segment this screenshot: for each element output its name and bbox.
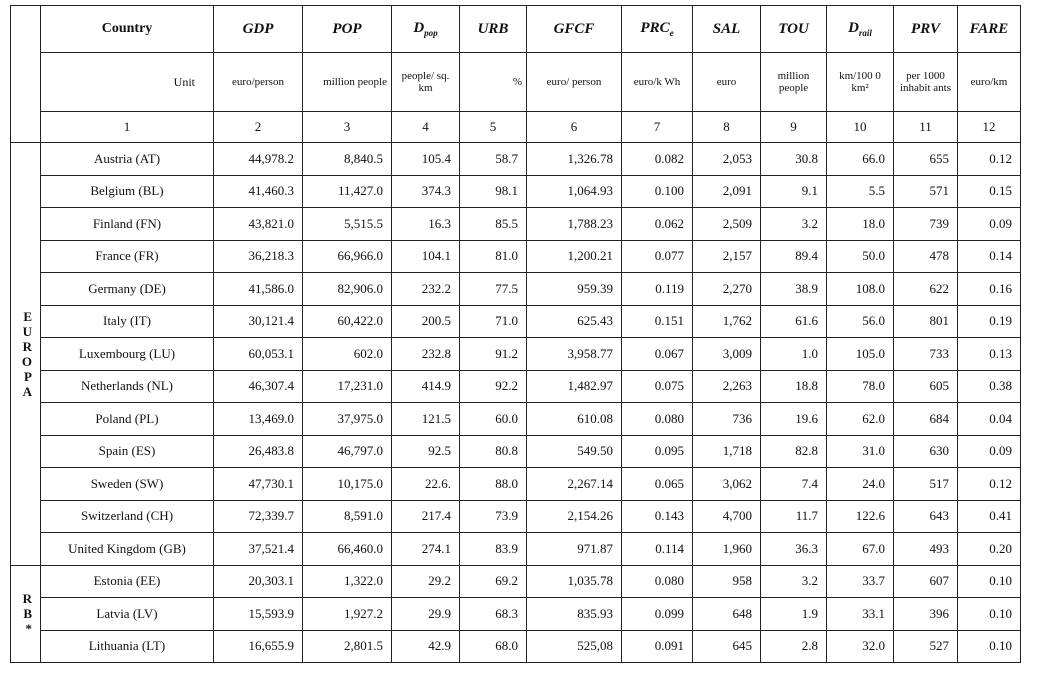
value-cell: 1,326.78: [527, 143, 622, 176]
value-cell: 2,267.14: [527, 468, 622, 501]
table-row: [11, 175, 1021, 208]
region-label: [11, 565, 41, 663]
value-cell: 0.082: [622, 143, 693, 176]
value-cell: 29.9: [392, 598, 460, 631]
column-number: 4: [392, 112, 460, 143]
value-cell: 739: [894, 208, 958, 241]
value-cell: 493: [894, 533, 958, 566]
value-cell: 82,906.0: [303, 273, 392, 306]
value-cell: 274.1: [392, 533, 460, 566]
value-cell: 0.114: [622, 533, 693, 566]
column-header-label: SAL: [712, 20, 741, 37]
column-unit: million people: [303, 53, 392, 112]
value-cell: 0.065: [622, 468, 693, 501]
country-name-cell: Poland (PL): [41, 403, 214, 436]
value-cell: 0.15: [958, 175, 1021, 208]
value-cell: 0.16: [958, 273, 1021, 306]
country-indicators-table: [10, 5, 1021, 663]
value-cell: 648: [693, 598, 761, 631]
value-cell: 36.3: [761, 533, 827, 566]
column-header: [303, 6, 392, 53]
table-row: [11, 565, 1021, 598]
value-cell: 88.0: [460, 468, 527, 501]
value-cell: 60,422.0: [303, 305, 392, 338]
column-unit: people/ sq. km: [392, 53, 460, 112]
column-number: 2: [214, 112, 303, 143]
region-letter: *: [25, 621, 32, 637]
column-header: [894, 6, 958, 53]
value-cell: 733: [894, 338, 958, 371]
value-cell: 1,482.97: [527, 370, 622, 403]
column-unit: euro/person: [214, 53, 303, 112]
value-cell: 5,515.5: [303, 208, 392, 241]
column-header-subscript: pop: [424, 28, 438, 38]
value-cell: 3,009: [693, 338, 761, 371]
country-name-cell: Switzerland (CH): [41, 500, 214, 533]
column-header: [958, 6, 1021, 53]
value-cell: 655: [894, 143, 958, 176]
value-cell: 0.143: [622, 500, 693, 533]
value-cell: 3,958.77: [527, 338, 622, 371]
value-cell: 66.0: [827, 143, 894, 176]
value-cell: 66,966.0: [303, 240, 392, 273]
value-cell: 414.9: [392, 370, 460, 403]
column-header-label: GDP: [242, 20, 274, 37]
value-cell: 0.10: [958, 598, 1021, 631]
value-cell: 0.080: [622, 565, 693, 598]
column-header-label: POP: [332, 20, 362, 37]
value-cell: 3,062: [693, 468, 761, 501]
value-cell: 78.0: [827, 370, 894, 403]
value-cell: 2,509: [693, 208, 761, 241]
value-cell: 1,788.23: [527, 208, 622, 241]
column-header-label: URB: [477, 20, 509, 37]
value-cell: 0.095: [622, 435, 693, 468]
value-cell: 108.0: [827, 273, 894, 306]
value-cell: 36,218.3: [214, 240, 303, 273]
value-cell: 0.077: [622, 240, 693, 273]
column-unit: euro: [693, 53, 761, 112]
value-cell: 2,270: [693, 273, 761, 306]
value-cell: 527: [894, 630, 958, 663]
value-cell: 2,154.26: [527, 500, 622, 533]
column-header: [527, 6, 622, 53]
column-number: 8: [693, 112, 761, 143]
country-name-cell: Lithuania (LT): [41, 630, 214, 663]
value-cell: 4,700: [693, 500, 761, 533]
column-header: [214, 6, 303, 53]
value-cell: 0.20: [958, 533, 1021, 566]
value-cell: 217.4: [392, 500, 460, 533]
value-cell: 736: [693, 403, 761, 436]
column-number: 9: [761, 112, 827, 143]
value-cell: 92.2: [460, 370, 527, 403]
value-cell: 0.151: [622, 305, 693, 338]
country-name-cell: France (FR): [41, 240, 214, 273]
column-number: 12: [958, 112, 1021, 143]
value-cell: 18.8: [761, 370, 827, 403]
value-cell: 46,307.4: [214, 370, 303, 403]
unit-label: Unit: [41, 53, 214, 112]
value-cell: 0.091: [622, 630, 693, 663]
country-name-cell: Germany (DE): [41, 273, 214, 306]
value-cell: 32.0: [827, 630, 894, 663]
value-cell: 605: [894, 370, 958, 403]
value-cell: 8,840.5: [303, 143, 392, 176]
value-cell: 0.09: [958, 435, 1021, 468]
column-number: 3: [303, 112, 392, 143]
table-row: [11, 403, 1021, 436]
value-cell: 1,322.0: [303, 565, 392, 598]
region-label: [11, 143, 41, 566]
value-cell: 549.50: [527, 435, 622, 468]
value-cell: 0.10: [958, 565, 1021, 598]
value-cell: 15,593.9: [214, 598, 303, 631]
value-cell: 1.0: [761, 338, 827, 371]
value-cell: 16,655.9: [214, 630, 303, 663]
value-cell: 643: [894, 500, 958, 533]
value-cell: 1,762: [693, 305, 761, 338]
country-name-cell: Estonia (EE): [41, 565, 214, 598]
column-unit: %: [460, 53, 527, 112]
table-row: [11, 468, 1021, 501]
value-cell: 98.1: [460, 175, 527, 208]
value-cell: 47,730.1: [214, 468, 303, 501]
value-cell: 41,586.0: [214, 273, 303, 306]
column-header: [392, 6, 460, 53]
value-cell: 0.080: [622, 403, 693, 436]
value-cell: 43,821.0: [214, 208, 303, 241]
value-cell: 83.9: [460, 533, 527, 566]
value-cell: 77.5: [460, 273, 527, 306]
value-cell: 0.067: [622, 338, 693, 371]
value-cell: 232.8: [392, 338, 460, 371]
value-cell: 0.09: [958, 208, 1021, 241]
value-cell: 72,339.7: [214, 500, 303, 533]
value-cell: 60,053.1: [214, 338, 303, 371]
column-unit: euro/k Wh: [622, 53, 693, 112]
column-header-label: TOU: [778, 20, 809, 37]
country-name-cell: Belgium (BL): [41, 175, 214, 208]
value-cell: 29.2: [392, 565, 460, 598]
value-cell: 0.12: [958, 468, 1021, 501]
table-row: [11, 305, 1021, 338]
country-name-cell: Sweden (SW): [41, 468, 214, 501]
value-cell: 37,521.4: [214, 533, 303, 566]
region-letter: P: [24, 368, 32, 384]
table-row: [11, 273, 1021, 306]
column-unit: euro/km: [958, 53, 1021, 112]
table-row: [11, 208, 1021, 241]
value-cell: 602.0: [303, 338, 392, 371]
value-cell: 0.41: [958, 500, 1021, 533]
country-name-cell: Spain (ES): [41, 435, 214, 468]
value-cell: 7.4: [761, 468, 827, 501]
value-cell: 625.43: [527, 305, 622, 338]
value-cell: 33.7: [827, 565, 894, 598]
value-cell: 104.1: [392, 240, 460, 273]
value-cell: 80.8: [460, 435, 527, 468]
value-cell: 0.19: [958, 305, 1021, 338]
value-cell: 121.5: [392, 403, 460, 436]
value-cell: 478: [894, 240, 958, 273]
header-corner-cell: [11, 6, 41, 143]
value-cell: 19.6: [761, 403, 827, 436]
value-cell: 91.2: [460, 338, 527, 371]
value-cell: 571: [894, 175, 958, 208]
column-header-label: PRC: [640, 20, 670, 36]
region-letter: U: [22, 323, 32, 339]
column-number: 1: [41, 112, 214, 143]
value-cell: 0.062: [622, 208, 693, 241]
value-cell: 2,801.5: [303, 630, 392, 663]
value-cell: 13,469.0: [214, 403, 303, 436]
column-header-label: D: [413, 20, 425, 36]
column-unit: km/100 0 km²: [827, 53, 894, 112]
column-header-label: PRV: [911, 20, 940, 37]
column-header-subscript: e: [669, 28, 674, 38]
value-cell: 1,927.2: [303, 598, 392, 631]
value-cell: 11.7: [761, 500, 827, 533]
value-cell: 92.5: [392, 435, 460, 468]
value-cell: 958: [693, 565, 761, 598]
value-cell: 2,263: [693, 370, 761, 403]
value-cell: 525,08: [527, 630, 622, 663]
value-cell: 122.6: [827, 500, 894, 533]
value-cell: 517: [894, 468, 958, 501]
value-cell: 0.119: [622, 273, 693, 306]
value-cell: 11,427.0: [303, 175, 392, 208]
column-header: [827, 6, 894, 53]
value-cell: 56.0: [827, 305, 894, 338]
column-unit: million people: [761, 53, 827, 112]
column-header-label: FARE: [969, 20, 1009, 37]
value-cell: 81.0: [460, 240, 527, 273]
table-row: [11, 143, 1021, 176]
column-header: [622, 6, 693, 53]
value-cell: 1,064.93: [527, 175, 622, 208]
value-cell: 630: [894, 435, 958, 468]
column-number: 6: [527, 112, 622, 143]
column-number: 7: [622, 112, 693, 143]
value-cell: 645: [693, 630, 761, 663]
value-cell: 8,591.0: [303, 500, 392, 533]
value-cell: 801: [894, 305, 958, 338]
country-name-cell: United Kingdom (GB): [41, 533, 214, 566]
value-cell: 58.7: [460, 143, 527, 176]
value-cell: 200.5: [392, 305, 460, 338]
value-cell: 62.0: [827, 403, 894, 436]
value-cell: 959.39: [527, 273, 622, 306]
value-cell: 0.12: [958, 143, 1021, 176]
value-cell: 622: [894, 273, 958, 306]
value-cell: 30,121.4: [214, 305, 303, 338]
value-cell: 71.0: [460, 305, 527, 338]
value-cell: 0.100: [622, 175, 693, 208]
value-cell: 607: [894, 565, 958, 598]
value-cell: 0.075: [622, 370, 693, 403]
value-cell: 42.9: [392, 630, 460, 663]
value-cell: 0.13: [958, 338, 1021, 371]
region-letter: E: [23, 308, 32, 324]
value-cell: 73.9: [460, 500, 527, 533]
value-cell: 85.5: [460, 208, 527, 241]
value-cell: 374.3: [392, 175, 460, 208]
value-cell: 0.04: [958, 403, 1021, 436]
value-cell: 1.9: [761, 598, 827, 631]
value-cell: 31.0: [827, 435, 894, 468]
region-letter: B: [23, 606, 32, 622]
value-cell: 66,460.0: [303, 533, 392, 566]
value-cell: 396: [894, 598, 958, 631]
table-row: [11, 338, 1021, 371]
table-row: [11, 435, 1021, 468]
value-cell: 89.4: [761, 240, 827, 273]
value-cell: 2.8: [761, 630, 827, 663]
table-row: [11, 630, 1021, 663]
value-cell: 82.8: [761, 435, 827, 468]
column-header: [693, 6, 761, 53]
value-cell: 684: [894, 403, 958, 436]
value-cell: 971.87: [527, 533, 622, 566]
value-cell: 9.1: [761, 175, 827, 208]
value-cell: 0.10: [958, 630, 1021, 663]
value-cell: 2,157: [693, 240, 761, 273]
country-name-cell: Austria (AT): [41, 143, 214, 176]
value-cell: 232.2: [392, 273, 460, 306]
value-cell: 68.3: [460, 598, 527, 631]
value-cell: 69.2: [460, 565, 527, 598]
value-cell: 26,483.8: [214, 435, 303, 468]
column-header-label: D: [848, 20, 859, 36]
value-cell: 30.8: [761, 143, 827, 176]
value-cell: 44,978.2: [214, 143, 303, 176]
value-cell: 0.14: [958, 240, 1021, 273]
table-header: [11, 6, 1021, 143]
value-cell: 50.0: [827, 240, 894, 273]
header-row-units: [11, 53, 1021, 112]
value-cell: 3.2: [761, 565, 827, 598]
region-letter: A: [22, 383, 32, 399]
value-cell: 38.9: [761, 273, 827, 306]
value-cell: 67.0: [827, 533, 894, 566]
value-cell: 60.0: [460, 403, 527, 436]
country-name-cell: Italy (IT): [41, 305, 214, 338]
value-cell: 16.3: [392, 208, 460, 241]
value-cell: 22.6.: [392, 468, 460, 501]
header-row-numbers: [11, 112, 1021, 143]
value-cell: 1,035.78: [527, 565, 622, 598]
value-cell: 105.0: [827, 338, 894, 371]
value-cell: 3.2: [761, 208, 827, 241]
value-cell: 0.099: [622, 598, 693, 631]
value-cell: 61.6: [761, 305, 827, 338]
value-cell: 33.1: [827, 598, 894, 631]
value-cell: 0.38: [958, 370, 1021, 403]
region-letter: R: [22, 338, 32, 354]
value-cell: 24.0: [827, 468, 894, 501]
column-header: [41, 6, 214, 53]
country-name-cell: Finland (FN): [41, 208, 214, 241]
column-header-label: GFCF: [553, 20, 595, 37]
column-number: 10: [827, 112, 894, 143]
value-cell: 20,303.1: [214, 565, 303, 598]
column-header: [460, 6, 527, 53]
country-name-cell: Luxembourg (LU): [41, 338, 214, 371]
column-unit: euro/ person: [527, 53, 622, 112]
value-cell: 610.08: [527, 403, 622, 436]
value-cell: 37,975.0: [303, 403, 392, 436]
region-letter: R: [22, 591, 32, 607]
value-cell: 10,175.0: [303, 468, 392, 501]
table-row: [11, 500, 1021, 533]
value-cell: 835.93: [527, 598, 622, 631]
table-row: [11, 598, 1021, 631]
table-row: [11, 240, 1021, 273]
value-cell: 1,960: [693, 533, 761, 566]
value-cell: 1,718: [693, 435, 761, 468]
value-cell: 105.4: [392, 143, 460, 176]
column-number: 5: [460, 112, 527, 143]
value-cell: 2,091: [693, 175, 761, 208]
column-header: [761, 6, 827, 53]
value-cell: 1,200.21: [527, 240, 622, 273]
region-letter: O: [21, 353, 32, 369]
country-name-cell: Netherlands (NL): [41, 370, 214, 403]
value-cell: 2,053: [693, 143, 761, 176]
value-cell: 46,797.0: [303, 435, 392, 468]
table-body: [11, 143, 1021, 663]
value-cell: 41,460.3: [214, 175, 303, 208]
table-row: [11, 370, 1021, 403]
value-cell: 17,231.0: [303, 370, 392, 403]
column-unit: per 1000 inhabit ants: [894, 53, 958, 112]
value-cell: 5.5: [827, 175, 894, 208]
column-header-subscript: rail: [858, 28, 872, 38]
column-number: 11: [894, 112, 958, 143]
header-row-labels: [11, 6, 1021, 53]
table-row: [11, 533, 1021, 566]
value-cell: 68.0: [460, 630, 527, 663]
country-name-cell: Latvia (LV): [41, 598, 214, 631]
value-cell: 18.0: [827, 208, 894, 241]
column-header-label: Country: [101, 21, 153, 36]
